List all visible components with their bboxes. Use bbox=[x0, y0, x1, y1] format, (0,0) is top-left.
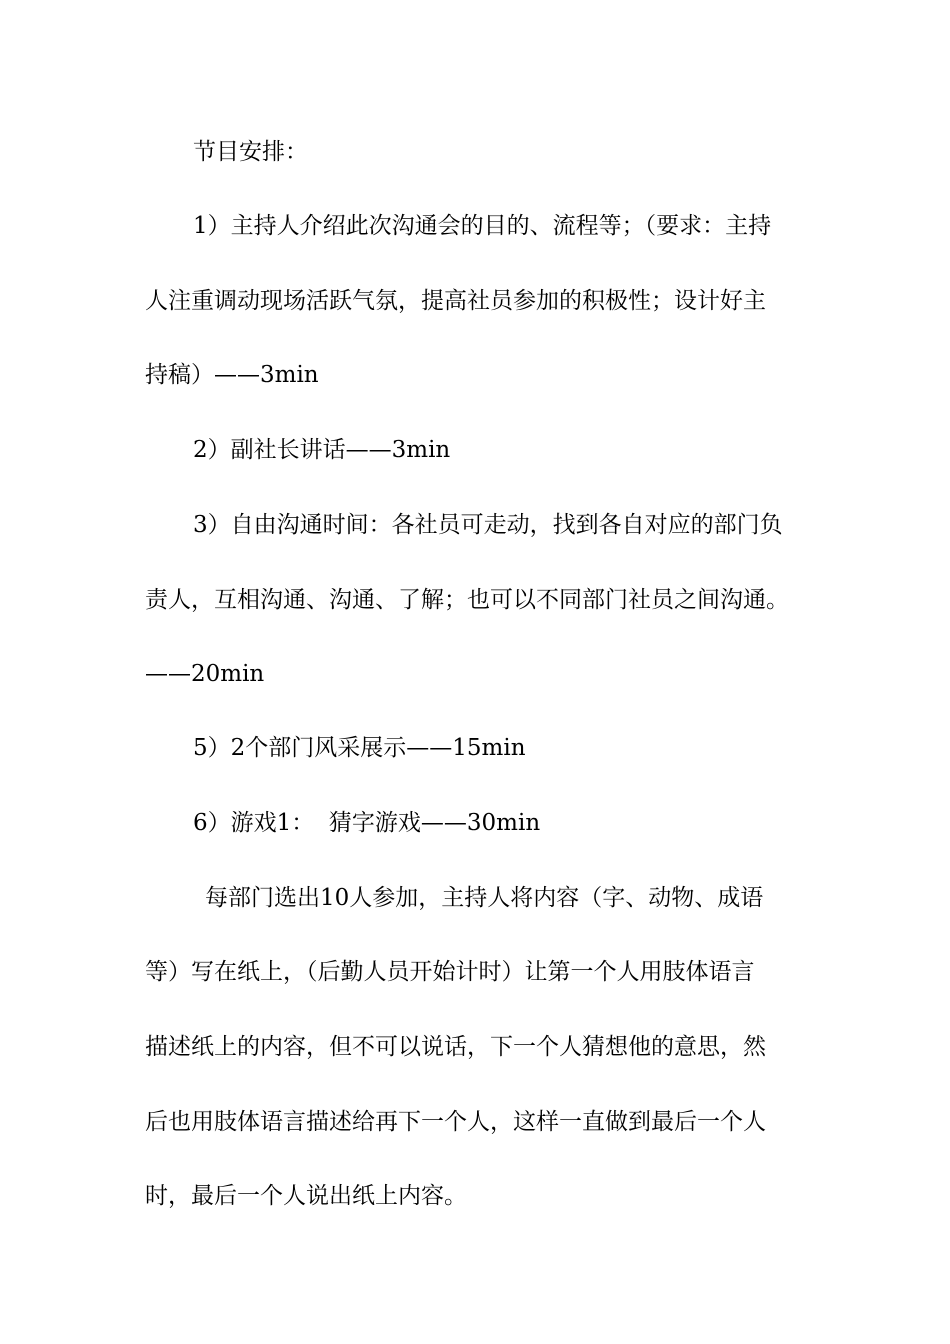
paragraph-line: 1）主持人介绍此次沟通会的目的、流程等；（要求：主持 bbox=[193, 213, 772, 239]
paragraph-line: 每部门选出10人参加，主持人将内容（字、动物、成语 bbox=[205, 885, 764, 911]
paragraph-line: 责人，互相沟通、沟通、了解；也可以不同部门社员之间沟通。 bbox=[145, 587, 789, 613]
paragraph-line: ——20min bbox=[145, 661, 265, 687]
paragraph-line: 6）游戏1： 猜字游戏——30min bbox=[193, 810, 541, 836]
paragraph-line: 5）2个部门风采展示——15min bbox=[193, 735, 526, 761]
paragraph-line: 人注重调动现场活跃气氛，提高社员参加的积极性；设计好主 bbox=[145, 288, 766, 314]
section-heading: 节目安排： bbox=[193, 139, 308, 165]
paragraph-line: 后也用肢体语言描述给再下一个人，这样一直做到最后一个人 bbox=[145, 1109, 766, 1135]
paragraph-line: 2）副社长讲话——3min bbox=[193, 437, 451, 463]
paragraph-line: 时，最后一个人说出纸上内容。 bbox=[145, 1183, 467, 1209]
paragraph-line: 持稿）——3min bbox=[145, 362, 319, 388]
paragraph-line: 等）写在纸上，（后勤人员开始计时）让第一个人用肢体语言 bbox=[145, 959, 755, 985]
paragraph-line: 3）自由沟通时间：各社员可走动，找到各自对应的部门负 bbox=[193, 512, 783, 538]
paragraph-line: 描述纸上的内容，但不可以说话，下一个人猜想他的意思，然 bbox=[145, 1034, 766, 1060]
